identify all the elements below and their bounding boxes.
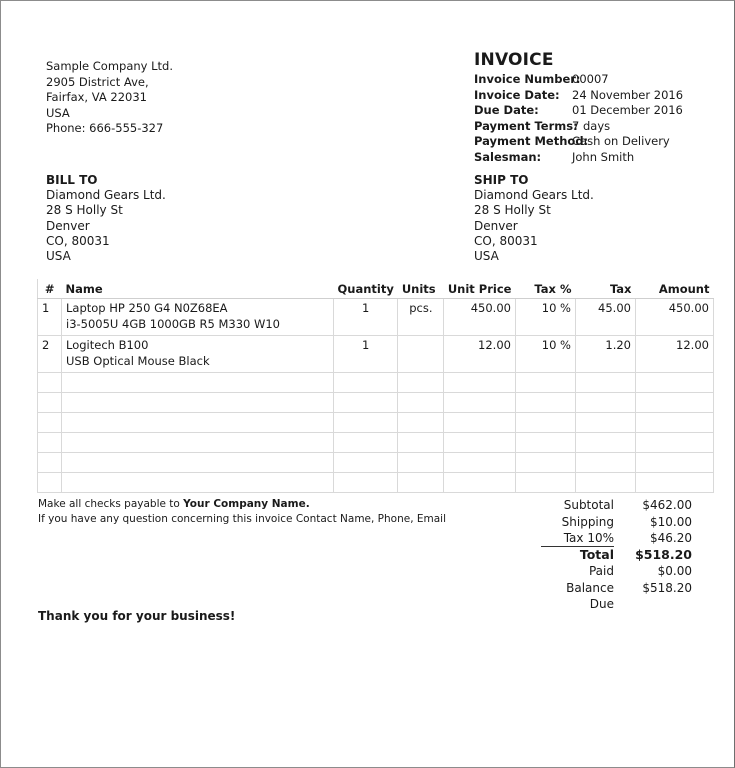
- cell-num: 2: [38, 336, 62, 373]
- totals-shipping: [541, 514, 692, 531]
- totals-value: $0.00: [657, 564, 692, 578]
- ship-to-line: Denver: [474, 218, 518, 233]
- invoice-meta: [474, 72, 683, 165]
- col-header-quantity: Quantity: [334, 279, 398, 299]
- totals-tax: [541, 530, 692, 547]
- totals-value: $518.20: [635, 546, 692, 562]
- meta-label: Payment Method:: [474, 134, 589, 148]
- totals-value: $462.00: [642, 498, 692, 512]
- meta-salesman: [474, 150, 683, 166]
- ship-to-block: [474, 173, 594, 264]
- company-phone: Phone: 666-555-327: [46, 121, 164, 135]
- meta-invoice-date: [474, 88, 683, 104]
- totals-value: $10.00: [650, 514, 692, 529]
- bill-to-line: CO, 80031: [46, 233, 110, 248]
- ship-to-line: CO, 80031: [474, 233, 538, 248]
- totals-label: Total: [579, 546, 614, 562]
- notes-line-2: If you have any question concerning this invoice Contact Name, Phone, Email: [38, 513, 447, 525]
- cell-units: pcs.: [398, 299, 444, 336]
- item-description: i3-5005U 4GB 1000GB R5 M330 W10: [66, 316, 280, 331]
- bill-to-block: [46, 173, 166, 264]
- meta-invoice-number: [474, 72, 683, 88]
- thank-you-note: Thank you for your business!: [38, 609, 236, 623]
- totals-block: [541, 497, 692, 611]
- cell-unit-price: 450.00: [444, 299, 516, 336]
- bill-to-line: USA: [46, 249, 71, 264]
- ship-to-line: Diamond Gears Ltd.: [474, 188, 594, 203]
- totals-total: [541, 547, 692, 564]
- notes-prefix: Make all checks payable to: [38, 498, 184, 510]
- cell-tax-pct: 10 %: [515, 299, 575, 336]
- empty-row: [38, 393, 714, 413]
- item-description: USB Optical Mouse Black: [66, 353, 210, 368]
- cell-units: [398, 336, 444, 373]
- meta-value: 7 days: [572, 118, 611, 133]
- cell-tax: 45.00: [575, 299, 635, 336]
- cell-num: 1: [38, 299, 62, 336]
- bill-to-line: Diamond Gears Ltd.: [46, 188, 166, 203]
- company-name: Sample Company Ltd.: [46, 59, 174, 73]
- cell-quantity: 1: [334, 336, 398, 373]
- meta-label: Payment Terms:: [474, 118, 578, 133]
- cell-tax-pct: 10 %: [515, 336, 575, 373]
- meta-value: 00007: [572, 72, 609, 86]
- payment-notes: [38, 497, 446, 527]
- company-address: [46, 59, 173, 137]
- cell-tax: 1.20: [575, 336, 635, 373]
- empty-row: [38, 373, 714, 393]
- ship-to-line: 28 S Holly St: [474, 203, 551, 218]
- meta-value: 01 December 2016: [572, 103, 683, 117]
- ship-to-line: USA: [474, 249, 499, 264]
- meta-value: 24 November 2016: [572, 87, 684, 102]
- cell-quantity: 1: [334, 299, 398, 336]
- totals-balance-due: [541, 580, 692, 611]
- meta-payment-method: [474, 134, 683, 150]
- invoice-title: INVOICE: [474, 50, 554, 70]
- col-header-tax: Tax: [575, 279, 635, 299]
- empty-row: [38, 433, 714, 453]
- item-name: Logitech B100: [66, 338, 149, 352]
- notes-company-name: Your Company Name.: [183, 498, 310, 510]
- col-header-units: Units: [398, 279, 444, 299]
- cell-name: [62, 299, 334, 336]
- totals-label: Subtotal: [563, 498, 614, 512]
- cell-unit-price: 12.00: [444, 336, 516, 373]
- totals-paid: [541, 563, 692, 580]
- ship-to-heading: SHIP TO: [474, 173, 529, 187]
- meta-label: Salesman:: [474, 149, 542, 164]
- empty-row: [38, 473, 714, 493]
- meta-value: Cash on Delivery: [572, 134, 670, 148]
- line-items-table: [37, 279, 714, 493]
- cell-amount: 450.00: [635, 299, 713, 336]
- empty-row: [38, 413, 714, 433]
- table-header-row: [38, 279, 714, 299]
- meta-label: Invoice Date:: [474, 87, 560, 102]
- company-country: USA: [46, 105, 70, 120]
- col-header-unit-price: Unit Price: [444, 279, 516, 299]
- totals-label: Tax 10%: [541, 530, 614, 547]
- col-header-num: #: [38, 279, 62, 299]
- col-header-name: Name: [62, 279, 334, 299]
- company-city: Fairfax, VA 22031: [46, 90, 147, 104]
- company-street: 2905 District Ave,: [46, 74, 149, 89]
- bill-to-line: 28 S Holly St: [46, 203, 123, 218]
- cell-amount: 12.00: [635, 336, 713, 373]
- meta-label: Due Date:: [474, 103, 539, 117]
- totals-subtotal: [541, 497, 692, 514]
- table-row: [38, 299, 714, 336]
- totals-label: Shipping: [561, 514, 614, 529]
- totals-value: $46.20: [650, 531, 692, 545]
- totals-label: Paid: [588, 564, 614, 578]
- meta-payment-terms: [474, 119, 683, 135]
- bill-to-heading: BILL TO: [46, 173, 98, 187]
- notes-line-1: [38, 497, 446, 512]
- bill-to-line: Denver: [46, 218, 90, 233]
- meta-due-date: [474, 103, 683, 119]
- table-row: [38, 336, 714, 373]
- col-header-amount: Amount: [635, 279, 713, 299]
- col-header-tax-pct: Tax %: [515, 279, 575, 299]
- empty-row: [38, 453, 714, 473]
- totals-label: Balance Due: [566, 580, 614, 611]
- totals-value: $518.20: [642, 580, 692, 595]
- meta-label: Invoice Number:: [474, 72, 581, 86]
- item-name: Laptop HP 250 G4 N0Z68EA: [66, 301, 228, 315]
- cell-name: [62, 336, 334, 373]
- meta-value: John Smith: [572, 149, 635, 164]
